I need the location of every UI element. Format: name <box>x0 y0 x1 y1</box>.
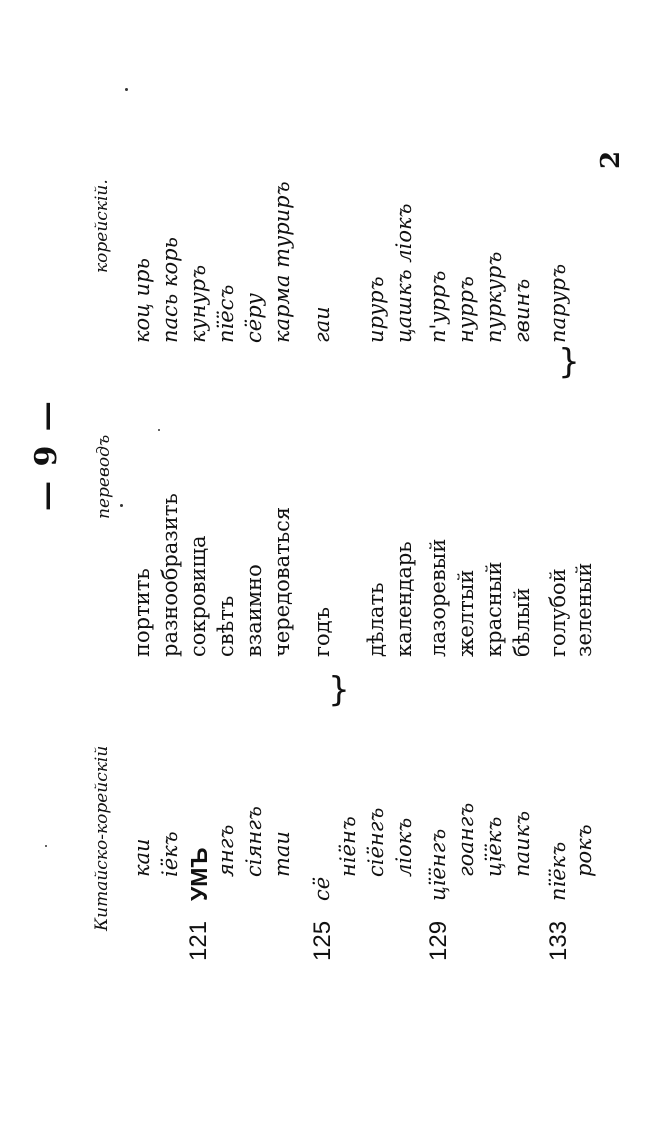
paper-speck <box>45 845 47 847</box>
korean-word: п'урръ <box>426 270 450 343</box>
korean-word: пїёсъ <box>214 284 238 343</box>
sino-korean-word: ліокъ <box>392 817 416 877</box>
paper-speck <box>120 504 123 507</box>
sino-korean-word: таи <box>270 831 294 877</box>
korean-word: сёру <box>242 293 266 343</box>
sino-korean-word: паикъ <box>510 810 534 877</box>
russian-translation: календарь <box>392 541 416 657</box>
header-translation: переводъ <box>94 434 114 519</box>
russian-translation: желтый <box>454 569 478 657</box>
russian-translation: бѣлый <box>510 587 534 657</box>
sino-korean-word: сіёнгъ <box>364 807 388 877</box>
printer-signature: 2 <box>596 150 626 169</box>
sino-korean-word: сё <box>310 876 334 901</box>
entry-number: 125 <box>309 920 336 961</box>
korean-word: кунуръ <box>186 264 210 343</box>
russian-translation: взаимно <box>242 564 266 657</box>
korean-word: пуркуръ <box>482 251 506 343</box>
entry-number: 133 <box>545 920 572 961</box>
sino-korean-word: янгъ <box>214 824 238 877</box>
sino-korean-word: каи <box>130 838 154 877</box>
paper-speck <box>158 429 160 431</box>
page-number: — 9 — <box>29 399 64 511</box>
brace-blue-green: } <box>558 342 580 383</box>
russian-translation: зеленый <box>572 562 596 657</box>
entry-number: 129 <box>425 920 452 961</box>
sino-korean-word: ніёнъ <box>336 816 360 877</box>
header-korean: корейскій. <box>92 179 112 273</box>
korean-word: гвинъ <box>510 278 534 343</box>
sino-korean-word: іёкъ <box>158 831 182 877</box>
russian-translation: лазоревый <box>426 538 450 657</box>
brace-years: } <box>328 670 350 711</box>
korean-word: гаи <box>310 306 334 343</box>
sino-korean-word: сіянгъ <box>242 806 266 877</box>
korean-word: цашкъ ліокъ <box>392 203 416 343</box>
russian-translation: портить <box>130 568 154 657</box>
sino-korean-word: пїёкъ <box>546 841 570 901</box>
header-sino-korean: Китайско-корейскій <box>92 745 112 931</box>
korean-word: ируръ <box>364 276 388 343</box>
sino-korean-word: гоангъ <box>454 802 478 877</box>
entry-number: 121 <box>185 920 212 961</box>
korean-word: коц ирь <box>130 258 154 343</box>
sino-korean-word: УМЪ <box>186 847 212 901</box>
russian-translation: красный <box>482 561 506 657</box>
russian-translation: разнообразить <box>158 493 182 657</box>
korean-word: пась корь <box>158 237 182 343</box>
russian-translation: годъ <box>310 607 334 657</box>
sino-korean-word: цїёкъ <box>482 816 506 877</box>
russian-translation: чередоваться <box>270 506 294 657</box>
sino-korean-word: цїёнгъ <box>426 828 450 901</box>
paper-speck <box>125 88 128 91</box>
russian-translation: дѣлать <box>364 582 388 657</box>
korean-word: карма туриръ <box>270 181 294 343</box>
korean-word: паруръ <box>546 263 570 343</box>
russian-translation: голубой <box>546 568 570 657</box>
korean-word: нурръ <box>454 276 478 343</box>
sino-korean-word: рокъ <box>572 824 596 877</box>
russian-translation: сокровища <box>186 535 210 657</box>
russian-translation: свѣтъ <box>214 595 238 657</box>
